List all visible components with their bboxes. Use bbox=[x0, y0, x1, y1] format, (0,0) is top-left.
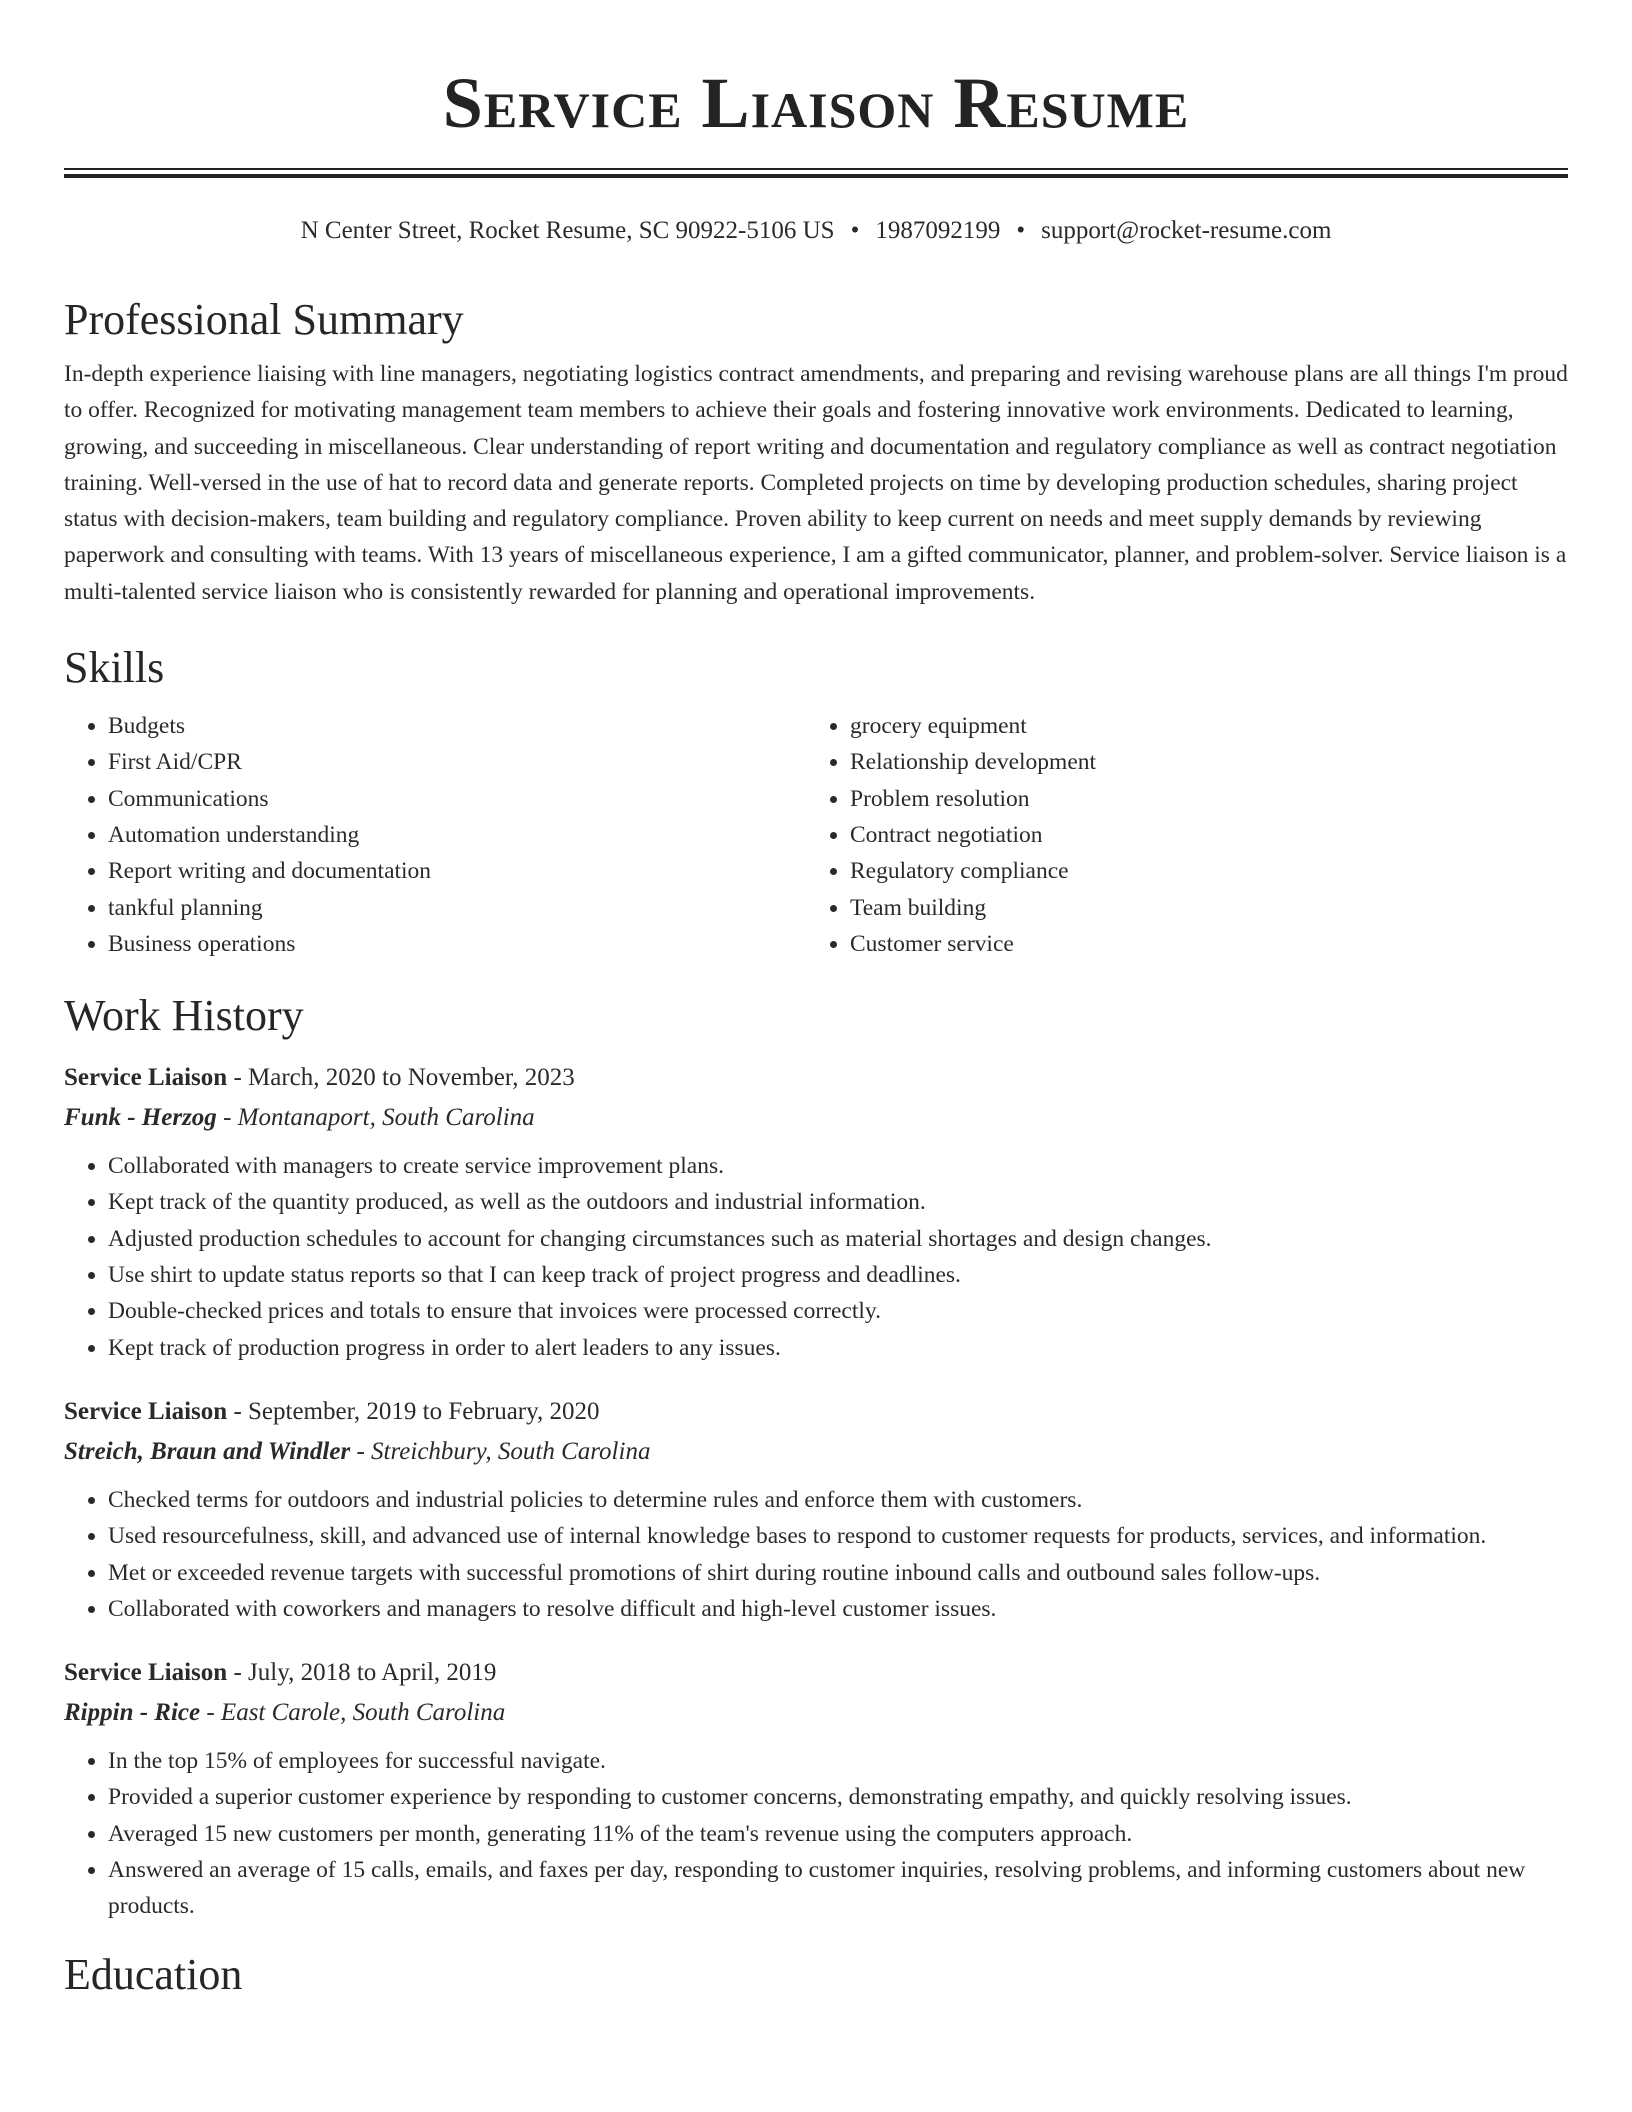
job-bullet: • Collaborated with coworkers and managers to resolve difficult and high-level customer issues. bbox=[108, 1591, 1568, 1627]
employer-name: Streich, Braun and Windler bbox=[64, 1437, 351, 1465]
employer-line bbox=[64, 1432, 1568, 1472]
skills-list-right bbox=[806, 708, 1548, 962]
job-title-line bbox=[64, 1058, 1568, 1098]
contact-address: N Center Street, Rocket Resume, SC 90922-5106 US bbox=[300, 217, 835, 244]
job-bullet: • Collaborated with managers to create service improvement plans. bbox=[108, 1148, 1568, 1184]
job-bullet: • Provided a superior customer experience by responding to customer concerns, demonstrating empathy, and quickly resolving issues. bbox=[108, 1779, 1568, 1815]
title-divider-thick bbox=[64, 174, 1568, 178]
job-bullet: • Averaged 15 new customers per month, generating 11% of the team's revenue using the computers approach. bbox=[108, 1816, 1568, 1852]
job-title-line bbox=[64, 1392, 1568, 1432]
summary-heading: Professional Summary bbox=[64, 295, 464, 344]
employer-location: - Streichbury, South Carolina bbox=[350, 1437, 651, 1465]
job-entry bbox=[64, 1058, 1568, 1366]
job-bullet: • Checked terms for outdoors and industrial policies to determine rules and enforce them with customers. bbox=[108, 1482, 1568, 1518]
skills-heading: Skills bbox=[64, 643, 165, 693]
employer-line bbox=[64, 1693, 1568, 1733]
job-bullets bbox=[64, 1148, 1568, 1366]
skill-item: • Communications bbox=[108, 781, 806, 817]
job-bullets bbox=[64, 1743, 1568, 1924]
skill-item: • Report writing and documentation bbox=[108, 853, 806, 889]
job-bullets bbox=[64, 1482, 1568, 1627]
job-bullet: • Double-checked prices and totals to ensure that invoices were processed correctly. bbox=[108, 1293, 1568, 1329]
job-bullet: • In the top 15% of employees for successful navigate. bbox=[108, 1743, 1568, 1779]
employer-name: Funk - Herzog bbox=[64, 1104, 217, 1132]
job-title-line bbox=[64, 1653, 1568, 1693]
job-bullet: • Met or exceeded revenue targets with successful promotions of shirt during routine inbound calls and outbound sales follow-ups. bbox=[108, 1555, 1568, 1591]
job-title: Service Liaison bbox=[64, 1659, 228, 1687]
skill-item: • Automation understanding bbox=[108, 817, 806, 853]
job-bullet: • Use shirt to update status reports so that I can keep track of project progress and deadlines. bbox=[108, 1257, 1568, 1293]
employer-line bbox=[64, 1098, 1568, 1138]
job-bullet: • Used resourcefulness, skill, and advanced use of internal knowledge bases to respond to customer requests for products, services, and information. bbox=[108, 1518, 1568, 1554]
title-divider-thin bbox=[64, 168, 1568, 170]
employer-name: Rippin - Rice bbox=[64, 1699, 201, 1727]
contact-line bbox=[0, 214, 1632, 248]
job-dates: - July, 2018 to April, 2019 bbox=[227, 1659, 497, 1687]
skill-item: • Business operations bbox=[108, 926, 806, 962]
skills-list-left bbox=[64, 708, 806, 962]
skills-columns bbox=[64, 708, 1568, 962]
skill-item: • Relationship development bbox=[850, 744, 1548, 780]
separator-dot: • bbox=[1016, 217, 1026, 244]
contact-phone: 1987092199 bbox=[875, 217, 1001, 244]
contact-email: support@rocket-resume.com bbox=[1041, 217, 1332, 244]
skill-item: • Regulatory compliance bbox=[850, 853, 1548, 889]
job-dates: - March, 2020 to November, 2023 bbox=[227, 1064, 575, 1092]
summary-text: In-depth experience liaising with line managers, negotiating logistics contract amendments, and preparing and revising warehouse plans are all things I'm proud to offer. Recognized for motivating management team members to achieve their goals and fostering innovative work environments. Dedicated to learning, growing, and succeeding in miscellaneous. Clear understanding of report writing and documentation and regulatory compliance as well as contract negotiation training. Well-versed in the use of hat to record data and generate reports. Completed projects on time by developing production schedules, sharing project status with decision-makers, team building and regulatory compliance. Proven ability to keep current on needs and meet supply demands by reviewing paperwork and consulting with teams. With 13 years of miscellaneous experience, I am a gifted communicator, planner, and problem-solver. Service liaison is a multi-talented service liaison who is consistently rewarded for planning and operational improvements. bbox=[64, 361, 1568, 605]
job-title: Service Liaison bbox=[64, 1397, 228, 1425]
skill-item: • Customer service bbox=[850, 926, 1548, 962]
work-history-heading: Work History bbox=[64, 991, 304, 1041]
separator-dot: • bbox=[850, 217, 860, 244]
job-title: Service Liaison bbox=[64, 1064, 228, 1092]
job-bullet: • Kept track of production progress in order to alert leaders to any issues. bbox=[108, 1330, 1568, 1366]
job-entry bbox=[64, 1653, 1568, 1924]
skill-item: • grocery equipment bbox=[850, 708, 1548, 744]
job-bullet: • Kept track of the quantity produced, as well as the outdoors and industrial information. bbox=[108, 1184, 1568, 1220]
job-dates: - September, 2019 to February, 2020 bbox=[227, 1397, 600, 1425]
skill-item: • Contract negotiation bbox=[850, 817, 1548, 853]
job-bullet: • Adjusted production schedules to account for changing circumstances such as material shortages and design changes. bbox=[108, 1221, 1568, 1257]
job-bullet: • Answered an average of 15 calls, emails, and faxes per day, responding to customer inquiries, resolving problems, and informing customers about new products. bbox=[108, 1852, 1568, 1925]
skill-item: • Problem resolution bbox=[850, 781, 1548, 817]
education-heading: Education bbox=[64, 1949, 243, 1999]
skill-item: • First Aid/CPR bbox=[108, 744, 806, 780]
employer-location: - East Carole, South Carolina bbox=[200, 1699, 506, 1727]
skill-item: • Budgets bbox=[108, 708, 806, 744]
employer-location: - Montanaport, South Carolina bbox=[216, 1104, 535, 1132]
job-entry bbox=[64, 1392, 1568, 1627]
skill-item: • tankful planning bbox=[108, 890, 806, 926]
resume-title: Service Liaison Resume bbox=[442, 63, 1190, 143]
skill-item: • Team building bbox=[850, 890, 1548, 926]
resume-content bbox=[64, 288, 1568, 2007]
